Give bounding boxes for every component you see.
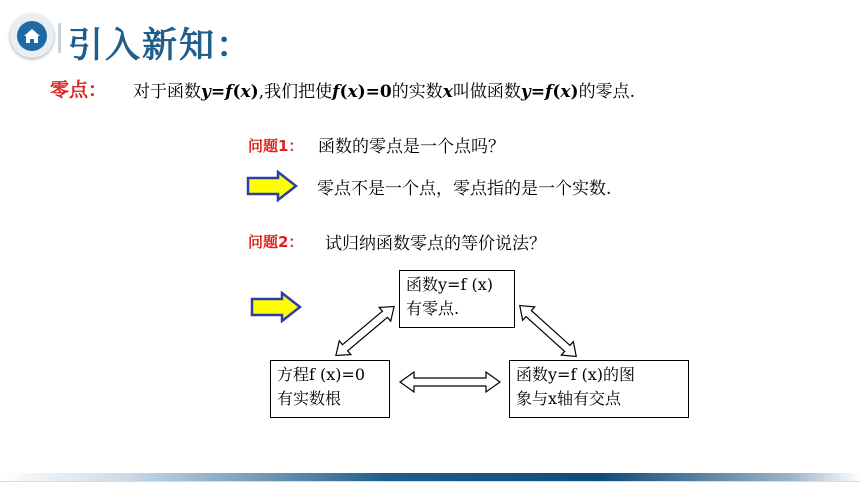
home-button[interactable]	[10, 14, 54, 58]
answer1-text: 零点不是一个点，零点指的是一个实数.	[317, 179, 612, 199]
page-title: 引入新知：	[68, 26, 254, 66]
footer-line	[0, 481, 860, 482]
answer-arrow-icon	[246, 170, 298, 202]
question1-text: 函数的零点是一个点吗？	[318, 137, 505, 157]
question2-label: 问题2：	[248, 233, 304, 251]
double-arrow-top-left-icon	[330, 300, 400, 362]
home-icon	[17, 21, 47, 51]
double-arrow-horizontal-icon	[398, 368, 502, 396]
definition-text: 对于函数y=f(x),我们把使f(x)=0的实数x叫做函数y=f(x)的零点.	[133, 82, 635, 102]
question1-label: 问题1：	[248, 137, 304, 155]
diagram-box-equation-root: 方程f (x)=0 有实数根	[270, 360, 390, 418]
footer-band	[0, 473, 860, 481]
definition-label: 零点：	[50, 79, 108, 101]
diagram-box-graph-intersection: 函数y=f (x)的图 象与x轴有交点	[509, 360, 689, 418]
diagram-arrow-icon	[250, 291, 302, 323]
double-arrow-top-right-icon	[516, 300, 580, 362]
diagram-box-function-zero: 函数y=f (x) 有零点.	[399, 270, 515, 328]
title-divider	[58, 23, 61, 53]
question2-text: 试归纳函数零点的等价说法？	[325, 234, 546, 254]
